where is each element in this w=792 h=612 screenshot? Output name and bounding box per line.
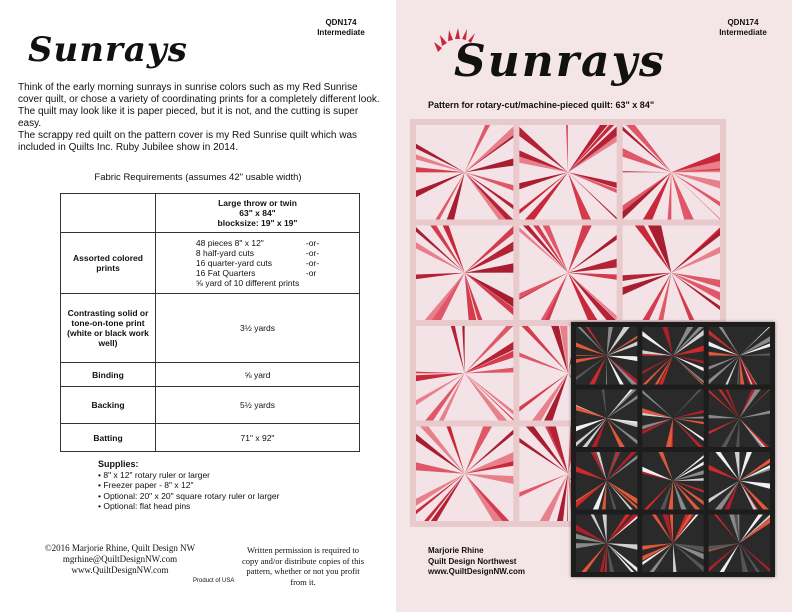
row-label: Binding: [61, 363, 156, 387]
author-name: Marjorie Rhine: [428, 546, 484, 555]
table-row: [61, 363, 360, 387]
pattern-code-block: [708, 18, 778, 38]
cover-page: [396, 0, 792, 612]
or-label: -or-: [305, 258, 320, 268]
quilt-block: [709, 515, 770, 573]
supplies-section: [98, 459, 279, 512]
skill-level: Intermediate: [719, 28, 767, 37]
table-row: [61, 194, 360, 233]
pattern-code-block: [306, 18, 376, 38]
list-item: • 8" x 12" rotary ruler or larger: [98, 469, 211, 480]
row-label: Backing: [61, 387, 156, 424]
quilt-block: [416, 427, 513, 522]
intro-paragraph: Think of the early morning sunrays in sunrise colors such as my Red Sunrise cover quilt, or chose a variety of coordinating prints for a completely different look. The quilt may look like it is paper pieced, but it is not, and the cutting is super easy.: [18, 82, 380, 129]
row-value: 3½ yards: [156, 294, 360, 363]
pattern-description: Pattern for rotary-cut/machine-pieced quilt: 63" x 84": [428, 100, 655, 110]
quilt-block: [709, 452, 770, 510]
cut-option: ⅝ yard of 10 different prints: [195, 278, 300, 288]
row-value: ⅝ yard: [156, 363, 360, 387]
or-label: -or: [305, 268, 317, 278]
row-label: Batting: [61, 424, 156, 452]
intro-paragraph: The scrappy red quilt on the pattern cover is my Red Sunrise quilt which was included in Quilts Inc. Ruby Jubilee show in 2014.: [18, 130, 358, 153]
cut-option: 48 pieces 8" x 12": [195, 238, 264, 248]
permission-notice: Written permission is required to copy and/or distribute copies of this pattern, whether or not you profit from it.: [241, 545, 365, 587]
quilt-block: [576, 452, 637, 510]
skill-level: Intermediate: [317, 28, 365, 37]
cover-title: Sunrays: [454, 36, 666, 87]
website-link[interactable]: www.QuiltDesignNW.com: [71, 565, 169, 575]
quilt-block: [416, 226, 513, 321]
product-of: Product of USA: [193, 578, 235, 584]
supplies-heading: Supplies:: [98, 459, 139, 469]
size-header: [156, 194, 360, 233]
copyright-block: [40, 543, 200, 576]
company-name: Quilt Design Northwest: [428, 556, 517, 566]
website-link[interactable]: www.QuiltDesignNW.com: [428, 567, 526, 576]
size-name: Large throw or twin: [218, 198, 297, 208]
list-item: • Optional: 20" x 20" square rotary ruler or larger: [98, 490, 280, 501]
fabric-table: [60, 193, 360, 452]
table-row: [61, 387, 360, 424]
list-item: • Freezer paper - 8" x 12": [98, 480, 194, 490]
size-dimensions: 63" x 84": [239, 208, 276, 218]
supply-text: Optional: flat head pins: [103, 501, 191, 511]
row-value: 5½ yards: [156, 387, 360, 424]
supply-text: 8" x 12" rotary ruler or larger: [103, 469, 211, 480]
table-row: [61, 233, 360, 294]
row-label: Assorted colored prints: [61, 233, 156, 294]
or-label: -or-: [305, 248, 320, 258]
dark-sunrays-quilt-image: [571, 322, 775, 577]
row-label: Contrasting solid or tone-on-tone print (white or black work well): [61, 294, 156, 363]
email[interactable]: mgrhine@QuiltDesignNW.com: [62, 554, 178, 564]
table-row: [61, 424, 360, 452]
row-value: [156, 233, 360, 294]
quilt-block: [576, 390, 637, 448]
cut-option: 16 quarter-yard cuts: [195, 258, 272, 268]
cut-option: 16 Fat Quarters: [195, 268, 256, 278]
author-block: [428, 546, 525, 578]
block-size: blocksize: 19" x 19": [217, 218, 298, 228]
supply-text: Optional: 20" x 20" square rotary ruler or larger: [103, 490, 280, 501]
table-row: [61, 294, 360, 363]
page-title: Sunrays: [28, 30, 188, 70]
cut-option: 8 half-yard cuts: [195, 248, 254, 258]
fabric-requirements-heading: Fabric Requirements (assumes 42" usable width): [94, 172, 302, 183]
intro-text: [18, 82, 380, 154]
supply-text: Freezer paper - 8" x 12": [103, 480, 194, 490]
quilt-block: [623, 226, 720, 321]
list-item: • Optional: flat head pins: [98, 501, 191, 511]
copyright: ©2016 Marjorie Rhine, Quilt Design NW: [44, 543, 196, 553]
or-label: -or-: [305, 238, 320, 248]
pattern-code: QDN174: [727, 18, 759, 27]
table-corner: [61, 194, 156, 233]
row-value: 71" x 92": [156, 424, 360, 452]
pattern-code: QDN174: [325, 18, 357, 27]
